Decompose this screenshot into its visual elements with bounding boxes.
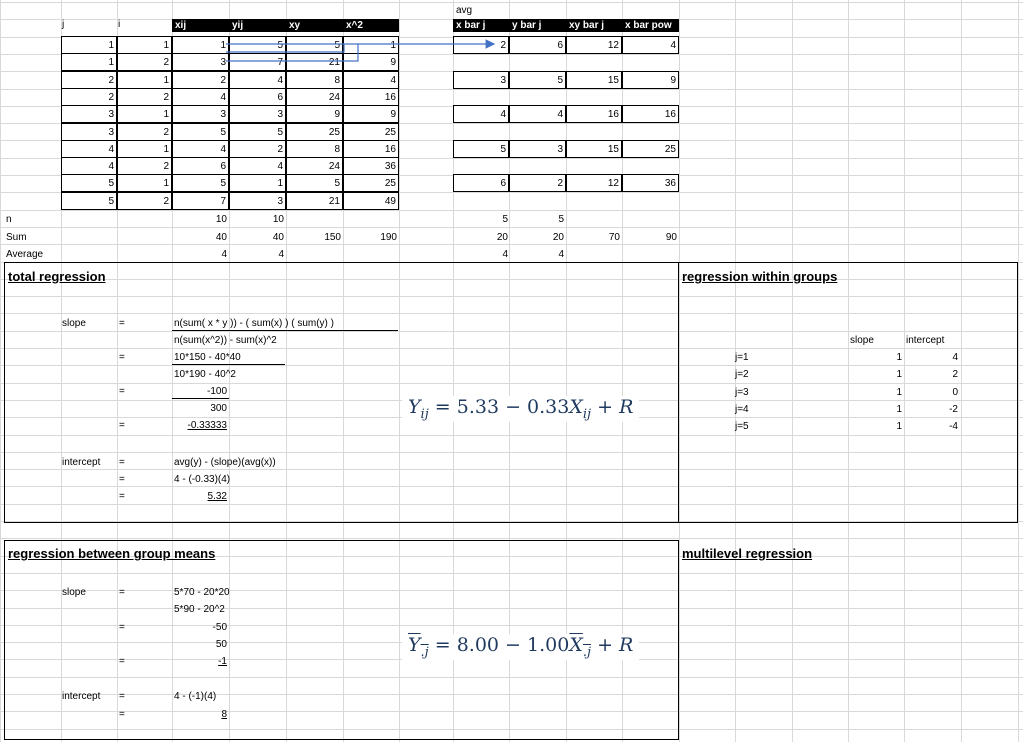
intercept-result: 5.32 bbox=[207, 491, 227, 502]
cell-value: 16 bbox=[607, 109, 619, 120]
cell-value: 4 bbox=[500, 109, 506, 120]
eq-x-sub: .j bbox=[582, 644, 592, 660]
eq-r: R bbox=[619, 634, 634, 656]
slope-formula-numerator: n(sum( x * y )) - ( sum(x) ) ( sum(y) ) bbox=[174, 318, 334, 329]
cell-value: 16 bbox=[384, 144, 396, 155]
cell-value: 1 bbox=[163, 109, 169, 120]
cell-value: 21 bbox=[328, 57, 340, 68]
between-slope-numerator: 5*70 - 20*20 bbox=[174, 587, 230, 598]
cell-value: 4 bbox=[277, 161, 283, 172]
cell-value: 5 bbox=[220, 178, 226, 189]
cell-value: 2 bbox=[108, 92, 114, 103]
within-intercept: 4 bbox=[952, 352, 958, 363]
slope-label: slope bbox=[62, 587, 86, 598]
cell-value: 2 bbox=[220, 75, 226, 86]
cell-value: 2 bbox=[163, 196, 169, 207]
cell-value: 6 bbox=[277, 92, 283, 103]
between-numerator-value: -50 bbox=[212, 622, 227, 633]
slope-substitution-denominator: 10*190 - 40^2 bbox=[174, 369, 236, 380]
cell-value: 25 bbox=[384, 127, 396, 138]
between-means-title: regression between group means bbox=[8, 546, 216, 561]
between-slope-result: -1 bbox=[218, 656, 227, 667]
fraction-bar bbox=[172, 364, 285, 365]
cell-value: 36 bbox=[384, 161, 396, 172]
cell-value: 2 bbox=[557, 178, 563, 189]
header-xy: xy bbox=[286, 19, 343, 32]
cell-value: 9 bbox=[334, 109, 340, 120]
cell-value: 8 bbox=[334, 144, 340, 155]
eq-plus: + bbox=[591, 634, 620, 656]
average-label: Average bbox=[6, 249, 44, 260]
cell-value: 5 bbox=[557, 75, 563, 86]
slope-denominator-value: 300 bbox=[210, 403, 227, 414]
column-label-j: j bbox=[62, 19, 65, 30]
cell-value: 15 bbox=[607, 75, 619, 86]
cell-value: 2 bbox=[163, 161, 169, 172]
cell-value: 1 bbox=[163, 178, 169, 189]
cell-value: 7 bbox=[277, 57, 283, 68]
total-regression-box bbox=[4, 262, 679, 523]
cell-value: 1 bbox=[220, 40, 226, 51]
cell-value: 1 bbox=[108, 57, 114, 68]
eq-y-sub: .j bbox=[420, 644, 429, 660]
cell-value: 25 bbox=[384, 178, 396, 189]
slope-substitution-numerator: 10*150 - 40*40 bbox=[174, 352, 241, 363]
sum-x: 40 bbox=[215, 232, 227, 243]
intercept-substitution: 4 - (-0.33)(4) bbox=[174, 474, 231, 485]
cell-value: 15 bbox=[607, 144, 619, 155]
equals-sign: = bbox=[119, 691, 125, 702]
cell-value: 4 bbox=[390, 75, 396, 86]
cell-value: 6 bbox=[220, 161, 226, 172]
within-intercept: -4 bbox=[949, 421, 958, 432]
header-x-bar-pow: x bar pow bbox=[622, 19, 679, 32]
cell-value: 5 bbox=[220, 127, 226, 138]
within-intercept: 2 bbox=[952, 369, 958, 380]
cell-value: 1 bbox=[108, 40, 114, 51]
equals-sign: = bbox=[119, 420, 125, 431]
fraction-bar bbox=[172, 398, 229, 399]
header-x2: x^2 bbox=[343, 19, 399, 32]
header-y-bar-j: y bar j bbox=[509, 19, 566, 32]
cell-value: 24 bbox=[328, 161, 340, 172]
within-slope: 1 bbox=[896, 352, 902, 363]
cell-value: 5 bbox=[334, 178, 340, 189]
header-yij: yij bbox=[229, 19, 286, 32]
slope-formula-denominator: n(sum(x^2)) - sum(x)^2 bbox=[174, 335, 277, 346]
intercept-label: intercept bbox=[62, 691, 101, 702]
intercept-formula: avg(y) - (slope)(avg(x)) bbox=[174, 457, 276, 468]
within-intercept: -2 bbox=[949, 404, 958, 415]
column-label-i: i bbox=[118, 19, 121, 30]
cell-value: 9 bbox=[670, 75, 676, 86]
cell-value: 12 bbox=[607, 178, 619, 189]
cell-value: 5 bbox=[277, 40, 283, 51]
cell-value: 2 bbox=[277, 144, 283, 155]
cell-value: 4 bbox=[108, 144, 114, 155]
fraction-bar bbox=[172, 330, 398, 331]
multilevel-title: multilevel regression bbox=[682, 546, 813, 561]
cell-value: 4 bbox=[277, 75, 283, 86]
cell-value: 4 bbox=[670, 40, 676, 51]
sum-xybar: 70 bbox=[608, 232, 620, 243]
intercept-label: intercept bbox=[62, 457, 101, 468]
cell-value: 4 bbox=[557, 109, 563, 120]
avg-y: 4 bbox=[278, 249, 284, 260]
eq-y: Y bbox=[408, 634, 421, 656]
equals-sign: = bbox=[119, 622, 125, 633]
equals-sign: = bbox=[119, 587, 125, 598]
cell-value: 25 bbox=[664, 144, 676, 155]
total-regression-title: total regression bbox=[8, 269, 106, 284]
cell-value: 16 bbox=[664, 109, 676, 120]
within-intercept: 0 bbox=[952, 387, 958, 398]
avg-xbar: 4 bbox=[502, 249, 508, 260]
cell-value: 2 bbox=[108, 75, 114, 86]
cell-value: 2 bbox=[163, 57, 169, 68]
cell-value: 3 bbox=[277, 109, 283, 120]
equals-sign: = bbox=[119, 474, 125, 485]
within-col-slope: slope bbox=[850, 335, 874, 346]
equals-sign: = bbox=[119, 352, 125, 363]
header-xij: xij bbox=[172, 19, 229, 32]
between-intercept-result: 8 bbox=[221, 709, 227, 720]
n-ybar: 5 bbox=[558, 214, 564, 225]
cell-value: 21 bbox=[328, 196, 340, 207]
within-slope: 1 bbox=[896, 421, 902, 432]
sum-ybar: 20 bbox=[552, 232, 564, 243]
between-denominator-value: 50 bbox=[215, 639, 227, 650]
slope-label: slope bbox=[62, 318, 86, 329]
equals-sign: = bbox=[119, 318, 125, 329]
between-means-equation bbox=[402, 634, 639, 660]
cell-value: 1 bbox=[163, 75, 169, 86]
cell-value: 3 bbox=[220, 57, 226, 68]
within-group-label: j=2 bbox=[735, 369, 749, 380]
sum-xbar: 20 bbox=[496, 232, 508, 243]
cell-value: 24 bbox=[328, 92, 340, 103]
cell-value: 4 bbox=[220, 144, 226, 155]
eq-plus: + bbox=[591, 396, 620, 418]
cell-value: 3 bbox=[220, 109, 226, 120]
within-slope: 1 bbox=[896, 404, 902, 415]
eq-x: X bbox=[569, 634, 583, 656]
cell-value: 1 bbox=[277, 178, 283, 189]
cell-value: 5 bbox=[108, 196, 114, 207]
within-group-label: j=3 bbox=[735, 387, 749, 398]
header-xy-bar-j: xy bar j bbox=[566, 19, 622, 32]
cell-value: 25 bbox=[328, 127, 340, 138]
cell-value: 36 bbox=[664, 178, 676, 189]
eq-r: R bbox=[619, 396, 634, 418]
slope-result: -0.33333 bbox=[187, 420, 227, 431]
between-slope-denominator: 5*90 - 20^2 bbox=[174, 604, 225, 615]
cell-value: 9 bbox=[390, 57, 396, 68]
eq-x-sub: ij bbox=[582, 406, 592, 422]
cell-value: 1 bbox=[163, 144, 169, 155]
eq-y-sub: ij bbox=[420, 406, 429, 422]
within-group-label: j=4 bbox=[735, 404, 749, 415]
cell-value: 2 bbox=[500, 40, 506, 51]
eq-body: = 5.33 − 0.33 bbox=[428, 396, 570, 418]
eq-x: X bbox=[569, 396, 583, 418]
equals-sign: = bbox=[119, 491, 125, 502]
cell-value: 3 bbox=[500, 75, 506, 86]
eq-y: Y bbox=[408, 396, 421, 418]
slope-numerator-value: -100 bbox=[206, 386, 227, 397]
avg-x: 4 bbox=[221, 249, 227, 260]
equals-sign: = bbox=[119, 656, 125, 667]
n-label: n bbox=[6, 214, 12, 225]
sum-x2: 190 bbox=[380, 232, 397, 243]
between-intercept-formula: 4 - (-1)(4) bbox=[174, 691, 217, 702]
cell-value: 5 bbox=[500, 144, 506, 155]
cell-value: 5 bbox=[334, 40, 340, 51]
sum-xbarpow: 90 bbox=[665, 232, 677, 243]
cell-value: 16 bbox=[384, 92, 396, 103]
eq-body: = 8.00 − 1.00 bbox=[428, 634, 570, 656]
cell-value: 3 bbox=[108, 127, 114, 138]
within-group-label: j=5 bbox=[735, 421, 749, 432]
sum-xy: 150 bbox=[324, 232, 341, 243]
total-regression-equation bbox=[402, 396, 639, 422]
within-slope: 1 bbox=[896, 369, 902, 380]
cell-value: 2 bbox=[163, 127, 169, 138]
n-y: 10 bbox=[272, 214, 284, 225]
cell-value: 1 bbox=[390, 40, 396, 51]
avg-ybar: 4 bbox=[558, 249, 564, 260]
avg-label: avg bbox=[456, 5, 473, 16]
cell-value: 1 bbox=[163, 40, 169, 51]
cell-value: 5 bbox=[108, 178, 114, 189]
cell-value: 3 bbox=[557, 144, 563, 155]
within-col-intercept: intercept bbox=[906, 335, 945, 346]
equals-sign: = bbox=[119, 386, 125, 397]
cell-value: 5 bbox=[277, 127, 283, 138]
cell-value: 7 bbox=[220, 196, 226, 207]
within-slope: 1 bbox=[896, 387, 902, 398]
cell-value: 12 bbox=[607, 40, 619, 51]
cell-value: 6 bbox=[557, 40, 563, 51]
cell-value: 2 bbox=[163, 92, 169, 103]
cell-value: 4 bbox=[108, 161, 114, 172]
cell-value: 4 bbox=[220, 92, 226, 103]
cell-value: 6 bbox=[500, 178, 506, 189]
equals-sign: = bbox=[119, 457, 125, 468]
cell-value: 3 bbox=[277, 196, 283, 207]
n-xbar: 5 bbox=[502, 214, 508, 225]
within-groups-title: regression within groups bbox=[682, 269, 838, 284]
cell-value: 3 bbox=[108, 109, 114, 120]
cell-value: 8 bbox=[334, 75, 340, 86]
sum-y: 40 bbox=[272, 232, 284, 243]
cell-value: 9 bbox=[390, 109, 396, 120]
cell-value: 49 bbox=[384, 196, 396, 207]
within-group-label: j=1 bbox=[735, 352, 749, 363]
sum-label: Sum bbox=[6, 232, 27, 243]
arrow-line bbox=[226, 44, 344, 52]
header-x-bar-j: x bar j bbox=[453, 19, 509, 32]
equals-sign: = bbox=[119, 709, 125, 720]
n-x: 10 bbox=[215, 214, 227, 225]
